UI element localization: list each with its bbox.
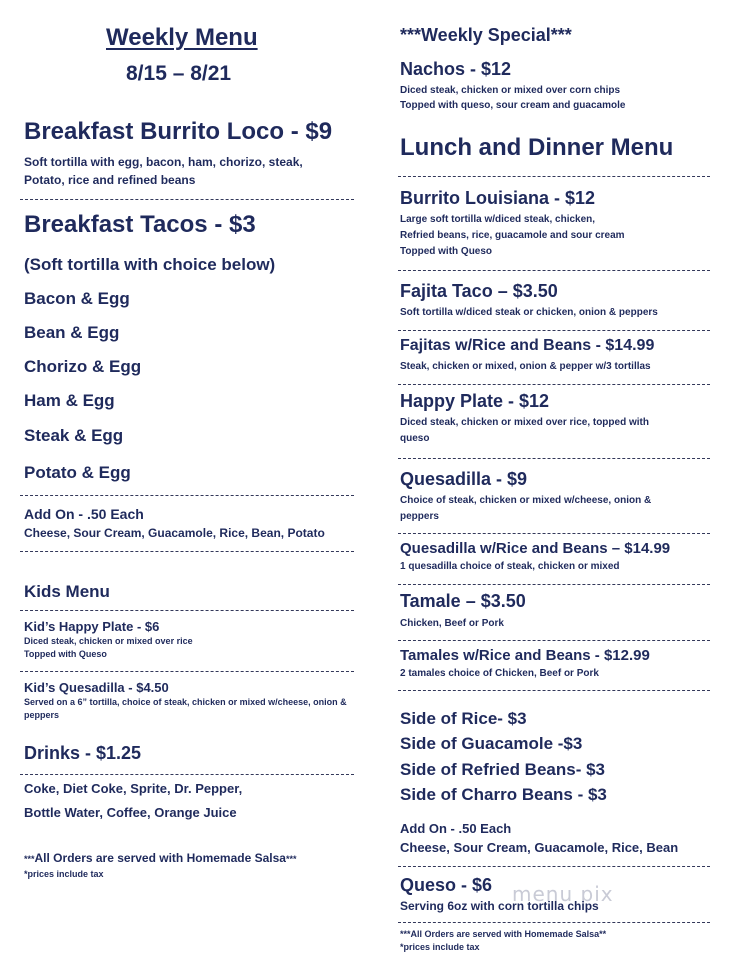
taco-option-3: Chorizo & Egg bbox=[24, 357, 142, 376]
weekly-menu-title: Weekly Menu bbox=[106, 24, 258, 51]
right-footer-salsa: ***All Orders are served with Homemade Salsa** bbox=[400, 929, 607, 939]
burrito-louisiana-title: Burrito Louisiana - $12 bbox=[400, 188, 596, 208]
happy-plate-desc-2: queso bbox=[400, 433, 430, 444]
kids-quesadilla-title: Kid’s Quesadilla - $4.50 bbox=[24, 680, 169, 695]
divider bbox=[398, 690, 710, 691]
tamale-desc: Chicken, Beef or Pork bbox=[400, 618, 504, 629]
divider bbox=[20, 671, 354, 672]
right-addon-title: Add On - .50 Each bbox=[400, 821, 512, 836]
divider bbox=[20, 774, 354, 775]
left-footer-stars-a: *** bbox=[24, 854, 35, 864]
side-item-2: Side of Guacamole -$3 bbox=[400, 734, 583, 753]
divider bbox=[398, 533, 710, 534]
drinks-title: Drinks - $1.25 bbox=[24, 743, 142, 763]
menu-dates: 8/15 – 8/21 bbox=[126, 62, 232, 85]
drinks-line-1: Coke, Diet Coke, Sprite, Dr. Pepper, bbox=[24, 781, 243, 796]
right-addon-items: Cheese, Sour Cream, Guacamole, Rice, Bean bbox=[400, 840, 679, 855]
breakfast-tacos-note: (Soft tortilla with choice below) bbox=[24, 255, 276, 274]
kids-quesadilla-desc-2: peppers bbox=[24, 710, 60, 720]
fajitas-title: Fajitas w/Rice and Beans - $14.99 bbox=[400, 337, 655, 354]
breakfast-burrito-loco-title: Breakfast Burrito Loco - $9 bbox=[24, 118, 333, 145]
left-footer-stars-b: *** bbox=[285, 854, 297, 864]
quesadilla-title: Quesadilla - $9 bbox=[400, 469, 528, 489]
tamale-title: Tamale – $3.50 bbox=[400, 591, 526, 611]
divider bbox=[398, 458, 710, 459]
happy-plate-desc-1: Diced steak, chicken or mixed over rice, topped with bbox=[400, 417, 649, 428]
divider bbox=[398, 270, 710, 271]
divider bbox=[20, 551, 354, 552]
divider bbox=[398, 866, 710, 867]
taco-option-6: Potato & Egg bbox=[24, 463, 131, 482]
breakfast-tacos-title: Breakfast Tacos - $3 bbox=[24, 211, 256, 238]
breakfast-burrito-loco-desc-2: Potato, rice and refined beans bbox=[24, 173, 196, 187]
divider bbox=[398, 330, 710, 331]
nachos-desc-1: Diced steak, chicken or mixed over corn chips bbox=[400, 85, 621, 96]
queso-title: Queso - $6 bbox=[400, 875, 493, 895]
tamales-rice-beans-title: Tamales w/Rice and Beans - $12.99 bbox=[400, 647, 650, 664]
nachos-desc-2: Topped with queso, sour cream and guacamole bbox=[400, 100, 626, 111]
left-footer-tax-note: *prices include tax bbox=[24, 869, 104, 879]
kids-happy-plate-title: Kid’s Happy Plate - $6 bbox=[24, 619, 160, 634]
watermark: menu pix bbox=[512, 882, 614, 906]
side-item-1: Side of Rice- $3 bbox=[400, 709, 527, 728]
fajitas-desc: Steak, chicken or mixed, onion & pepper w/3 tortillas bbox=[400, 361, 651, 372]
left-addon-items: Cheese, Sour Cream, Guacamole, Rice, Bean, Potato bbox=[24, 526, 325, 540]
divider bbox=[20, 199, 354, 200]
taco-option-1: Bacon & Egg bbox=[24, 289, 130, 308]
breakfast-burrito-loco-desc-1: Soft tortilla with egg, bacon, ham, chorizo, steak, bbox=[24, 155, 303, 169]
weekly-special-title: ***Weekly Special*** bbox=[400, 25, 572, 45]
quesadilla-desc-1: Choice of steak, chicken or mixed w/cheese, onion & bbox=[400, 495, 652, 506]
taco-option-5: Steak & Egg bbox=[24, 426, 124, 445]
side-item-3: Side of Refried Beans- $3 bbox=[400, 760, 606, 779]
divider bbox=[398, 640, 710, 641]
divider bbox=[398, 384, 710, 385]
lunch-dinner-title: Lunch and Dinner Menu bbox=[400, 134, 674, 161]
burrito-louisiana-desc-3: Topped with Queso bbox=[400, 246, 493, 257]
quesadilla-rice-beans-desc: 1 quesadilla choice of steak, chicken or mixed bbox=[400, 561, 620, 572]
fajita-taco-title: Fajita Taco – $3.50 bbox=[400, 281, 558, 301]
kids-menu-title: Kids Menu bbox=[24, 582, 110, 601]
divider bbox=[398, 584, 710, 585]
taco-option-4: Ham & Egg bbox=[24, 391, 115, 410]
quesadilla-desc-2: peppers bbox=[400, 511, 439, 522]
burrito-louisiana-desc-1: Large soft tortilla w/diced steak, chicken, bbox=[400, 214, 596, 225]
left-footer-salsa bbox=[24, 851, 296, 865]
divider bbox=[398, 176, 710, 177]
kids-happy-plate-desc-2: Topped with Queso bbox=[24, 649, 107, 659]
left-footer-text: All Orders are served with Homemade Salsa bbox=[34, 851, 286, 865]
side-item-4: Side of Charro Beans - $3 bbox=[400, 785, 607, 804]
divider bbox=[20, 610, 354, 611]
taco-option-2: Bean & Egg bbox=[24, 323, 120, 342]
drinks-line-2: Bottle Water, Coffee, Orange Juice bbox=[24, 805, 237, 820]
nachos-title: Nachos - $12 bbox=[400, 59, 512, 79]
fajita-taco-desc: Soft tortilla w/diced steak or chicken, onion & peppers bbox=[400, 307, 658, 318]
queso-desc: Serving 6oz with corn tortilla chips bbox=[400, 899, 599, 913]
tamales-rice-beans-desc: 2 tamales choice of Chicken, Beef or Pork bbox=[400, 668, 599, 679]
divider bbox=[398, 922, 710, 923]
divider bbox=[20, 495, 354, 496]
happy-plate-title: Happy Plate - $12 bbox=[400, 391, 550, 411]
burrito-louisiana-desc-2: Refried beans, rice, guacamole and sour cream bbox=[400, 230, 625, 241]
kids-happy-plate-desc-1: Diced steak, chicken or mixed over rice bbox=[24, 636, 193, 646]
kids-quesadilla-desc-1: Served on a 6” tortilla, choice of steak, chicken or mixed w/cheese, onion & bbox=[24, 697, 347, 707]
left-addon-title: Add On - .50 Each bbox=[24, 506, 144, 522]
quesadilla-rice-beans-title: Quesadilla w/Rice and Beans – $14.99 bbox=[400, 540, 671, 557]
right-footer-tax-note: *prices include tax bbox=[400, 942, 480, 952]
